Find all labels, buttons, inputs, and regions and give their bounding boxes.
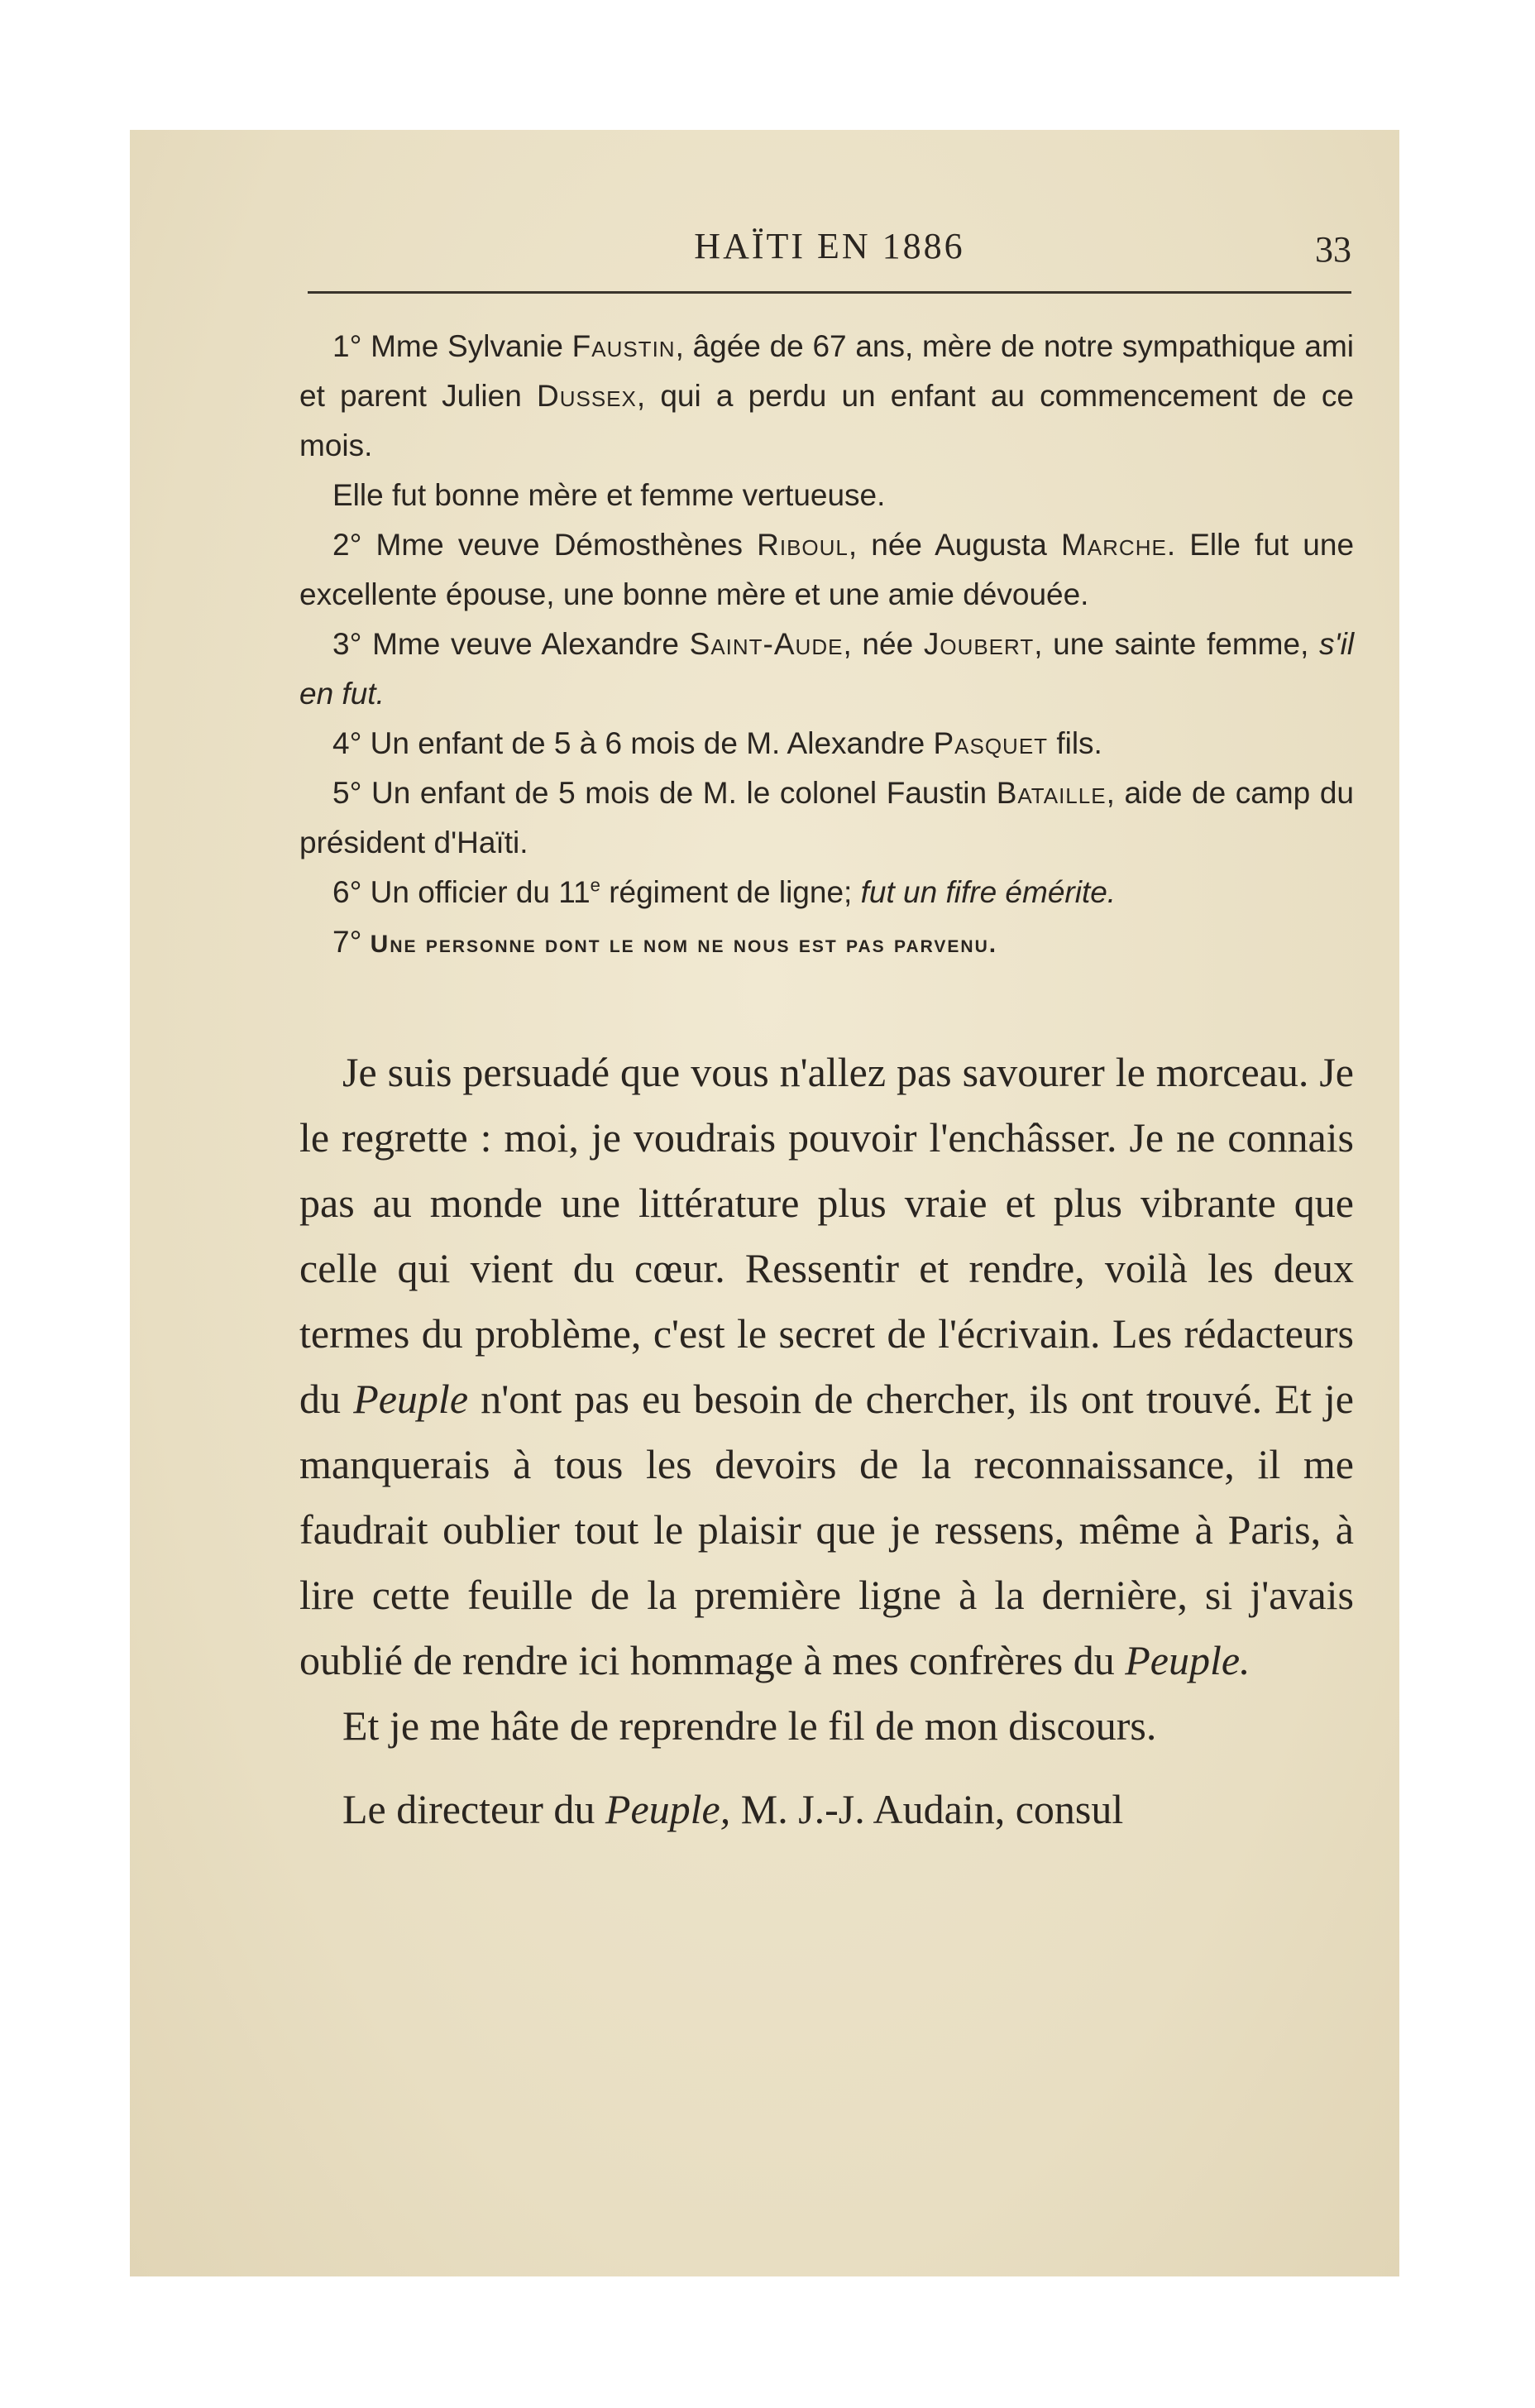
list-item: 1° Mme Sylvanie Faustin, âgée de 67 ans, mère de notre sympathique ami et parent Julien Dussex, qui a perdu un enfant au commencement de ce mois.	[299, 329, 1355, 462]
list-item: 6° Un officier du 11e régiment de ligne; fut un fifre émérite.	[332, 874, 1117, 909]
book-page	[130, 130, 1399, 2276]
running-title: HAÏTI EN 1886	[694, 226, 965, 266]
body-text	[299, 1040, 1354, 1842]
list-item: 3° Mme veuve Alexandre Saint-Aude, née Joubert, une sainte femme, s'il en fut.	[299, 627, 1355, 711]
page-number: 33	[1315, 229, 1351, 270]
list-item: 4° Un enfant de 5 à 6 mois de M. Alexandre Pasquet fils.	[332, 726, 1102, 760]
page-header	[308, 225, 1351, 283]
paragraph: Je suis persuadé que vous n'allez pas savourer le morceau. Je le regrette : moi, je voudrais pouvoir l'enchâsser. Je ne connais pas au monde une littérature plus vraie et plus vibrante que celle qui vient du cœur. Ressentir et rendre, voilà les deux termes du problème, c'est le secret de l'écrivain. Les rédacteurs du Peuple n'ont pas eu besoin de chercher, ils ont trouvé. Et je manquerais à tous les devoirs de la reconnaissance, il me faudrait oublier tout le plaisir que je ressens, même à Paris, à lire cette feuille de la première ligne à la dernière, si j'avais oublié de rendre ici hommage à mes confrères du Peuple.	[299, 1049, 1354, 1683]
paragraph: Le directeur du Peuple, M. J.-J. Audain, consul	[342, 1786, 1124, 1832]
obituary-list	[299, 322, 1354, 969]
list-item: 5° Un enfant de 5 mois de M. le colonel Faustin Bataille, aide de camp du président d'Haïti.	[299, 776, 1354, 859]
list-item-note: Elle fut bonne mère et femme vertueuse.	[332, 478, 886, 512]
header-rule	[308, 291, 1351, 294]
list-item: 2° Mme veuve Démosthènes Riboul, née Augusta Marche. Elle fut une excellente épouse, une bonne mère et une amie dévouée.	[299, 528, 1355, 611]
paragraph: Et je me hâte de reprendre le fil de mon discours.	[342, 1702, 1157, 1749]
list-item: 7° Une personne dont le nom ne nous est pas parvenu.	[332, 925, 998, 959]
